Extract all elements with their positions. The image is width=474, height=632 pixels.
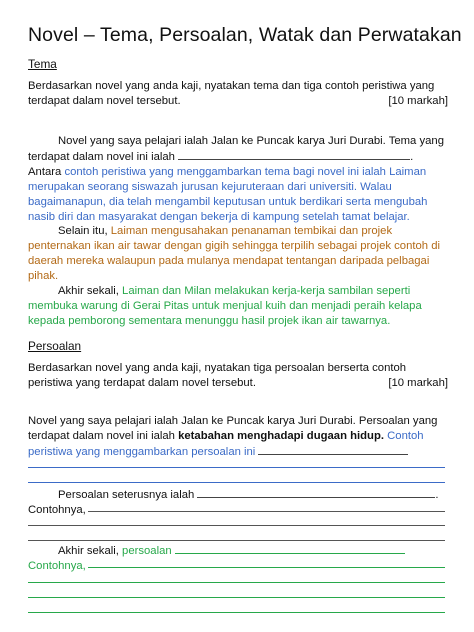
persoalan-marks: [10 markah] <box>388 376 448 389</box>
answer-line[interactable] <box>28 467 445 468</box>
tema-question-text: Berdasarkan novel yang anda kaji, nyatakan tema dan tiga contoh peristiwa yang terdapat dalam novel tersebut. <box>28 80 435 107</box>
answer-line[interactable] <box>28 582 445 583</box>
tema-blank[interactable] <box>178 149 410 160</box>
persoalan-question <box>28 361 448 391</box>
tema-example-3: Laiman dan Milan melakukan kerja-kerja sambilan seperti membuka warung di Gerai Pitas untuk menjual kuih dan menjadi peraih kelapa kepada pemborong sementara menunggu hasil projek ikan air tawarnya. <box>28 285 422 327</box>
persoalan-blank-2[interactable] <box>197 487 435 498</box>
answer-line[interactable] <box>28 612 445 613</box>
persoalan-blank-3[interactable] <box>175 543 405 554</box>
tema-paragraph-1: Novel yang saya pelajari ialah Jalan ke Puncak karya Juri Durabi. Tema yang terdapat dalam novel ini ialah . <box>28 135 444 163</box>
page-title: Novel – Tema, Persoalan, Watak dan Perwatakan <box>28 24 462 46</box>
tema-paragraph-2: Antara contoh peristiwa yang menggambarkan tema bagi novel ini ialah Laiman merupakan seorang siswazah jurusan kejuruteraan dari universiti. Walau bagaimanapun, dia telah mengambil keputusan untuk berdikari serta mengubah nasib diri dan masyarakat dengan bekerja di kampung setelah tamat belajar. <box>28 165 428 223</box>
tema-example-2: Laiman mengusahakan penanaman tembikai dan projek penternakan ikan air tawar dengan gigih sehingga terpilih sebagai projek contoh di daerah mereka walaupun pada mulanya mendapat tentangan daripada pelbagai pihak. <box>28 225 440 283</box>
persoalan-paragraph-3: Akhir sekali, persoalan Contohnya, <box>28 543 448 574</box>
tema-example-1: contoh peristiwa yang menggambarkan tema bagi novel ini ialah Laiman merupakan seorang siswazah jurusan kejuruteraan dari universiti. Walau bagaimanapun, dia telah mengambil keputusan untuk berdikari serta mengubah nasib diri dan masyarakat dengan bekerja di kampung setelah tamat belajar. <box>28 165 428 223</box>
answer-line[interactable] <box>88 567 445 568</box>
tema-marks: [10 markah] <box>388 94 448 107</box>
persoalan-question-text: Berdasarkan novel yang anda kaji, nyatakan tiga persoalan berserta contoh peristiwa yang terdapat dalam novel tersebut. <box>28 362 407 389</box>
persoalan-blank-1[interactable] <box>258 444 408 455</box>
answer-line[interactable] <box>28 482 445 483</box>
answer-line[interactable] <box>28 597 445 598</box>
persoalan-example-intro: Contoh peristiwa yang menggambarkan persoalan ini <box>28 429 424 458</box>
tema-answer <box>28 134 448 329</box>
persoalan-3-label: persoalan <box>122 545 172 557</box>
persoalan-paragraph-1: Novel yang saya pelajari ialah Jalan ke Puncak karya Juri Durabi. Persoalan yang terdapat dalam novel ini ialah ketabahan menghadapi dugaan hidup. Contoh peristiwa yang menggambarkan persoalan ini <box>28 415 438 458</box>
tema-paragraph-4: Akhir sekali, Laiman dan Milan melakukan kerja-kerja sambilan seperti membuka warung di Gerai Pitas untuk menjual kuih dan menjadi peraih kelapa kepada pemborong sementara menunggu hasil projek ikan air tawarnya. <box>28 285 422 327</box>
answer-line[interactable] <box>28 540 445 541</box>
persoalan-paragraph-2: Persoalan seterusnya ialah . Contohnya, <box>28 489 439 516</box>
answer-line[interactable] <box>88 511 445 512</box>
tema-question <box>28 79 448 109</box>
tema-paragraph-3: Selain itu, Laiman mengusahakan penanaman tembikai dan projek penternakan ikan air tawar dengan gigih sehingga terpilih sebagai projek contoh di daerah mereka walaupun pada mulanya mendapat tentangan daripada pelbagai pihak. <box>28 225 440 283</box>
section-heading-tema: Tema <box>28 57 57 71</box>
answer-line[interactable] <box>28 525 445 526</box>
persoalan-answer-1: ketabahan menghadapi dugaan hidup. <box>178 429 384 442</box>
section-heading-persoalan: Persoalan <box>28 339 82 353</box>
